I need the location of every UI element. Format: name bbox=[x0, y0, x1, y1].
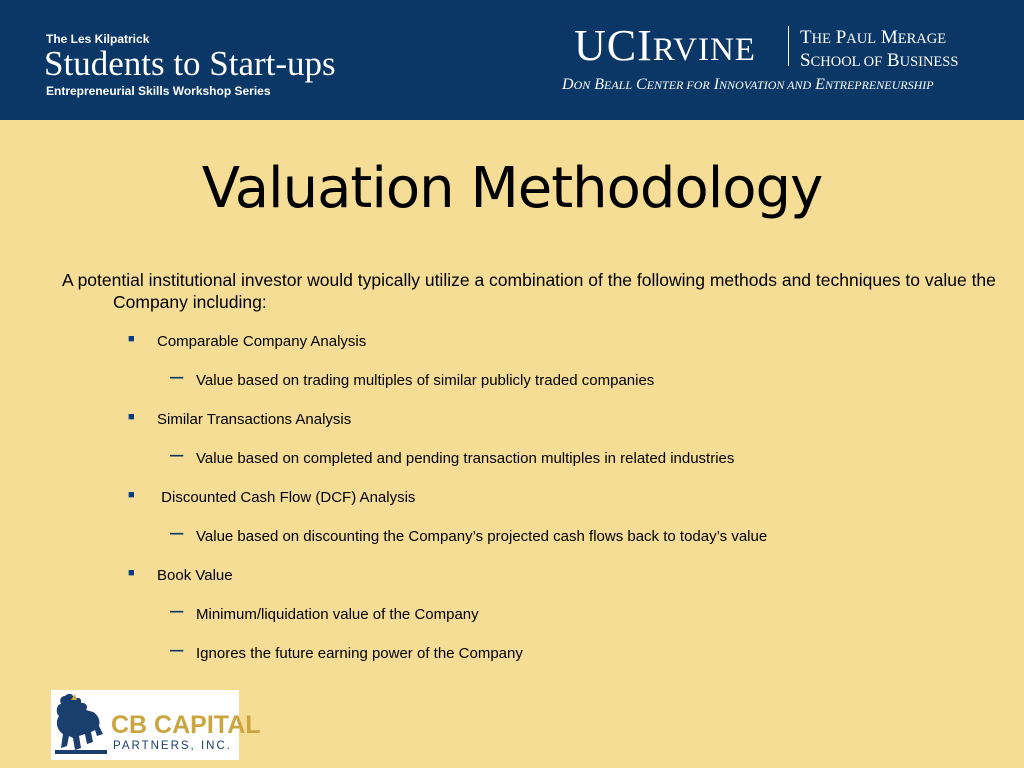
uci-logo: UCIRVINE bbox=[574, 21, 756, 70]
method-description: Value based on discounting the Company’s projected cash flows back to today’s value bbox=[196, 528, 768, 545]
method-label: Book Value bbox=[157, 567, 233, 584]
dash-icon: – bbox=[170, 597, 184, 624]
school-line-1: THE PAUL MERAGE bbox=[800, 27, 947, 48]
square-bullet-icon: ■ bbox=[128, 333, 135, 345]
square-bullet-icon: ■ bbox=[128, 567, 135, 579]
method-description: Minimum/liquidation value of the Company bbox=[196, 606, 479, 623]
dash-icon: – bbox=[170, 519, 184, 546]
method-description: Value based on trading multiples of similar publicly traded companies bbox=[196, 372, 655, 389]
cb-capital-logo bbox=[51, 690, 261, 760]
bull-icon bbox=[51, 690, 111, 760]
method-label: Comparable Company Analysis bbox=[157, 333, 367, 350]
series-subtitle: Entrepreneurial Skills Workshop Series bbox=[46, 84, 271, 98]
series-sponsor: The Les Kilpatrick bbox=[46, 32, 150, 46]
method-label: Discounted Cash Flow (DCF) Analysis bbox=[157, 489, 416, 506]
square-bullet-icon: ■ bbox=[128, 489, 135, 501]
series-title: Students to Start-ups bbox=[44, 44, 336, 83]
intro-paragraph: A potential institutional investor would typically utilize a combination of the following methods and techniques to value the Company including: bbox=[62, 270, 996, 312]
method-label: Similar Transactions Analysis bbox=[157, 411, 352, 428]
slide-title: Valuation Methodology bbox=[201, 156, 823, 221]
square-bullet-icon: ■ bbox=[128, 411, 135, 423]
method-description: Value based on completed and pending transaction multiples in related industries bbox=[196, 450, 735, 467]
logo-company-name: CB CAPITAL bbox=[111, 711, 261, 739]
logo-divider bbox=[788, 26, 789, 66]
dash-icon: – bbox=[170, 441, 184, 468]
center-name: DON BEALL CENTER FOR INNOVATION AND ENTREPRENEURSHIP bbox=[562, 76, 934, 93]
method-description: Ignores the future earning power of the Company bbox=[196, 645, 523, 662]
logo-company-suffix: PARTNERS, INC. bbox=[113, 740, 232, 752]
school-line-2: SCHOOL OF BUSINESS bbox=[800, 50, 959, 71]
dash-icon: – bbox=[170, 363, 184, 390]
school-name bbox=[800, 27, 958, 73]
slide-header bbox=[0, 0, 1024, 120]
dash-icon: – bbox=[170, 636, 184, 663]
